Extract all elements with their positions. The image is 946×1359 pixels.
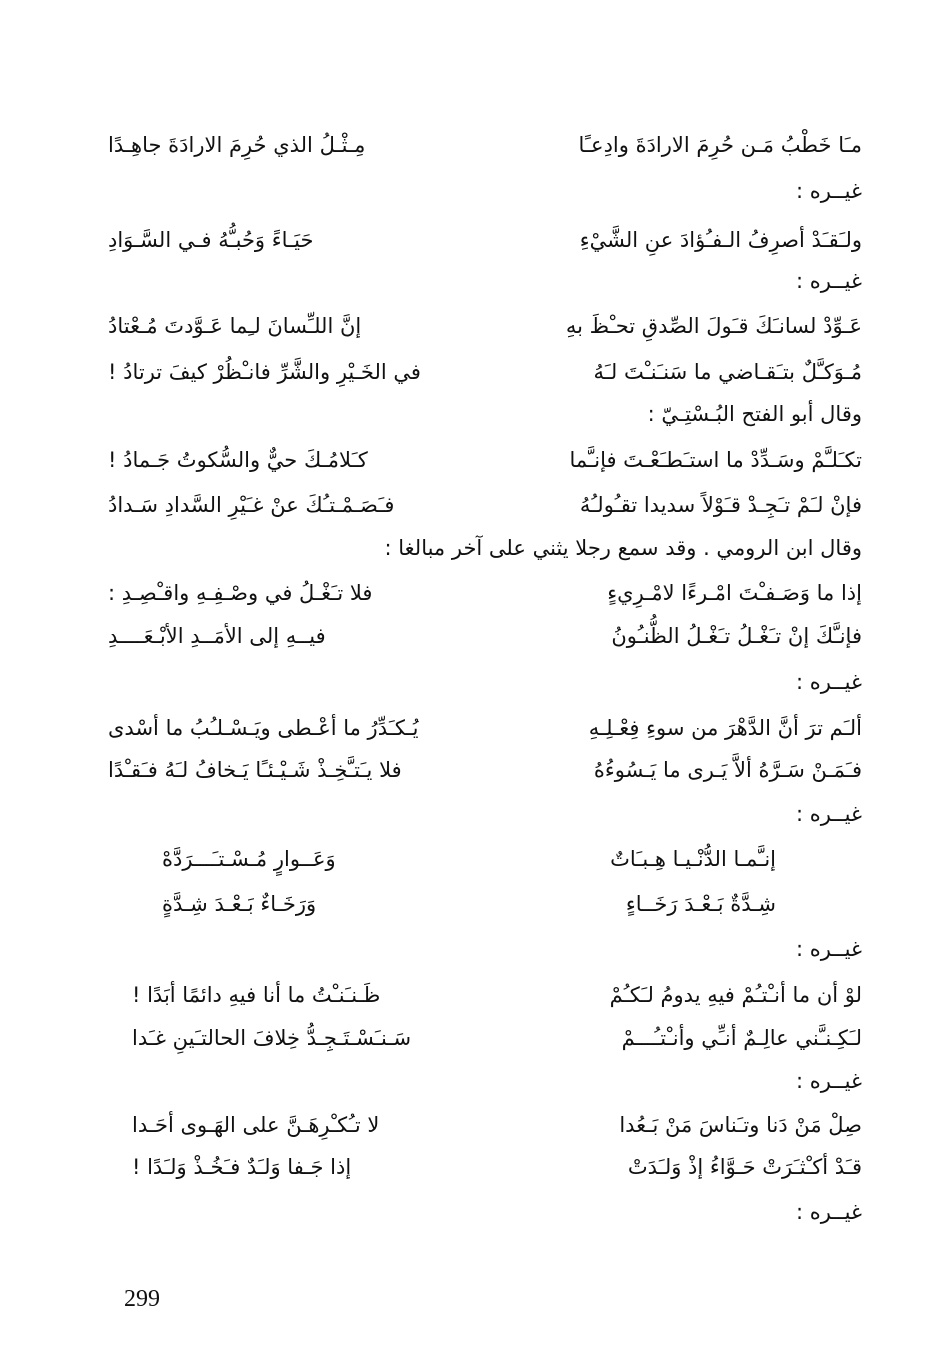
page-number: 299 (124, 1286, 160, 1312)
section-label: غيــره : (796, 937, 862, 961)
verse-16-first-hemistich: قـَدْ أكـْثـَرَتْ حَـوَّاءُ إذْ وَلـَدَتْ (627, 1155, 862, 1179)
section-label: غيــره : (796, 269, 862, 293)
section-label: غيــره : (796, 1200, 862, 1224)
section-label: غيــره : (796, 802, 862, 826)
verse-11-second-hemistich: وَعَــوارٍ مُـسْـتـَـــرَدَّهْ (162, 847, 336, 871)
verse-2-second-hemistich: حَيَـاءً وَحُبـُّهُ فـي السَّـوَادِ (108, 228, 314, 252)
verse-3-second-hemistich: إنَّ اللـِّسانَ لـِما عَـوَّدتَ مُـعْتادُ (108, 314, 362, 338)
verse-14-second-hemistich: سَـنـَسْـتَـجِـدُّ خِلافَ الحالتـَينِ غـَدا (132, 1026, 412, 1050)
verse-10-first-hemistich: فـَمَـنْ سَـرَّهُ ألاَّ يَـرى ما يَـسُوءُهُ (593, 758, 862, 782)
verse-7-second-hemistich: فلا تـَغْـلُ في وصْـفِـهِ واقـْصِـدِ : (108, 581, 373, 605)
verse-15-second-hemistich: لا تـُكـْرِهَـنَّ على الهَـوى أحَـدا (132, 1113, 380, 1137)
verse-7-first-hemistich: إذا ما وَصَـفـْتَ امْـرءًا لامْـرِيءٍ (607, 581, 862, 605)
verse-12-second-hemistich: وَرَخَـاءٌ بَـعْـدَ شِـدَّةٍ (162, 892, 317, 916)
section-label: غيــره : (796, 179, 862, 203)
verse-9-second-hemistich: يُـكـَدِّرُ ما أعْـطى ويَـسْـلـُبُ ما أسْدى (108, 716, 419, 740)
verse-2-first-hemistich: ولـَقـَدْ أصرِفُ الـفـُؤادَ عنِ الشَّيْءِ (579, 228, 862, 252)
verse-12-first-hemistich: شِـدَّةٌ بَـعْـدَ رَخَــاءٍ (625, 892, 776, 916)
verse-8-second-hemistich: فيــهِ إلى الأمَــدِ الأبْـعَــــدِ (108, 624, 326, 648)
attribution-line: وقال ابن الرومي . وقد سمع رجلا يثني على آخر مبالغا : (384, 536, 862, 560)
verse-4-first-hemistich: مُـوَكـَّلٌ بتـَقـاضي ما سَنـَنـْتَ لـَهُ (593, 360, 862, 384)
verse-6-second-hemistich: فـَصَـمْـتـُكَ عنْ غـَيْرِ السَّدادِ سَـدادُ (108, 493, 395, 517)
verse-13-second-hemistich: ظَـنـَنـْتُ ما أنا فيهِ دائمًا أبَدًا ! (132, 983, 381, 1007)
attribution-line: وقال أبو الفتح البُـسْتِـيّ : (647, 402, 862, 426)
verse-6-first-hemistich: فإنْ لـَمْ تـَجِـدْ قـَوْلاً سديدا تقـُولـُهُ (579, 493, 862, 517)
verse-1-first-hemistich: مـَا خَطْبُ مَـن حُرِمَ الارادَةَ وادِعـًا (578, 133, 862, 157)
verse-9-first-hemistich: ألـَم ترَ أنَّ الدَّهْرَ من سوءِ فِعْـلِـهِ (588, 716, 862, 740)
verse-1-second-hemistich: مِـثْـلُ الذي حُرِمَ الارادَةَ جاهِـدًا (108, 133, 366, 157)
verse-16-second-hemistich: إذا جَـفا وَلـَدٌ فـَخُـذْ وَلـَدًا ! (132, 1155, 352, 1179)
section-label: غيــره : (796, 670, 862, 694)
verse-5-second-hemistich: كـَلامُـكَ حيٌّ والسُّكوتُ جَـمادُ ! (108, 448, 368, 472)
verse-3-first-hemistich: عَـوِّدْ لسانـَكَ قـَولَ الصِّدقِ تحـْظَ بهِ (565, 314, 862, 338)
section-label: غيــره : (796, 1069, 862, 1093)
verse-15-first-hemistich: صِلْ مَنْ دَنا وتـَناسَ مَنْ بَـعُدا (619, 1113, 862, 1137)
verse-14-first-hemistich: لـَكِـنـَّني عالِـمٌ أنـِّي وأنـْتـُـــمْ (621, 1026, 862, 1050)
verse-13-first-hemistich: لوْ أن ما أنـْتـُمْ فيهِ يدومُ لـَكـُمْ (609, 983, 862, 1007)
verse-5-first-hemistich: تكـَلـَّمْ وسَـدِّدْ ما استـَطـَعْـتَ فإنـَّما (569, 448, 862, 472)
verse-10-second-hemistich: فلا يـَتـَّخِـذْ شَـيْـئـًا يَـخافُ لـَهُ فـَقـْدًا (108, 758, 402, 782)
verse-4-second-hemistich: في الخَـيْرِ والشَّرِّ فانـْظُرْ كيفَ ترتادُ ! (108, 360, 421, 384)
verse-11-first-hemistich: إنـَّمـا الدُّنْـيـا هِـبـَاتٌ (610, 847, 776, 871)
verse-8-first-hemistich: فإنـَّكَ إنْ تـَغْـلُ تـَغْـلُ الظُّنـُونُ (611, 624, 862, 648)
